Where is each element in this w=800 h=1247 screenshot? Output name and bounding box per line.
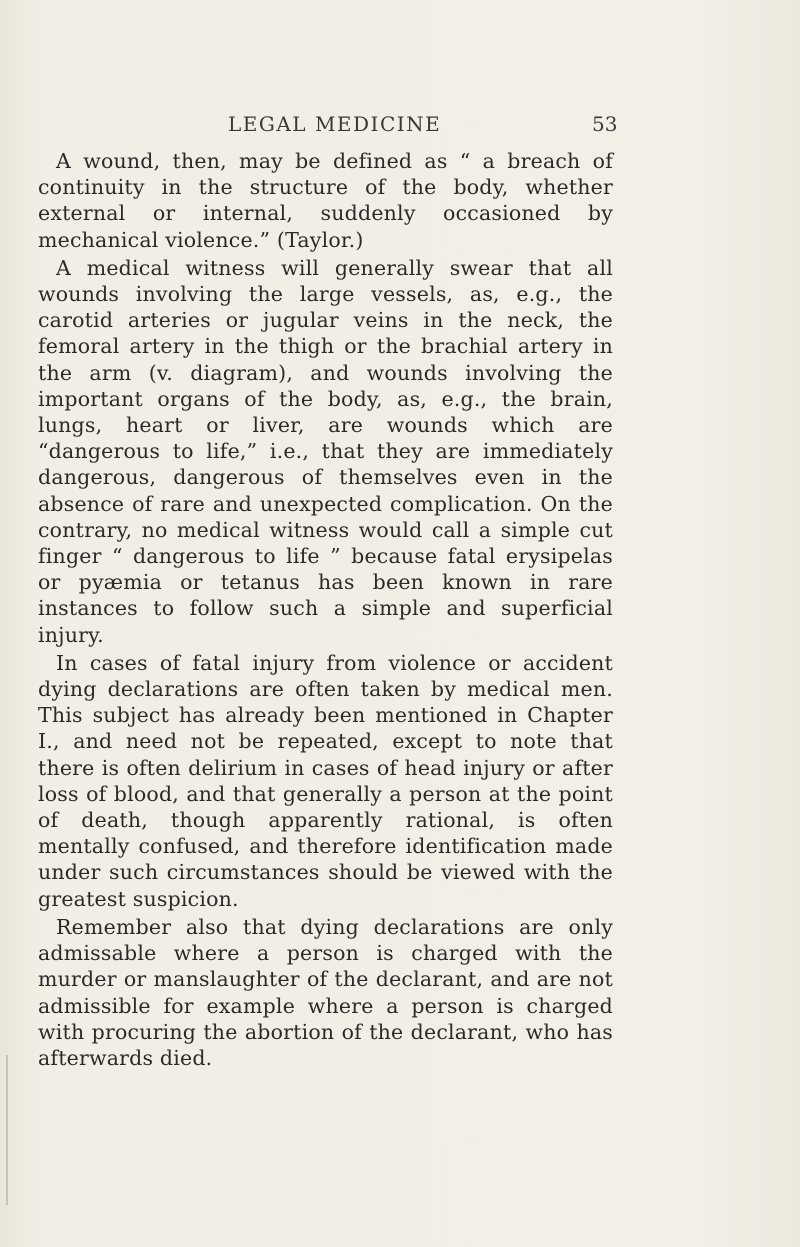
running-head — [0, 112, 800, 142]
paragraph-dangerous-wounds: A medical witness will generally swear that all wounds involving the large vessels, as, e.g., the carotid arteries or jugular veins in the neck, the femoral artery in the thigh or the brachial artery in the arm (v. diagram), and wounds involving the important organs of the body, as, e.g., the brain, lungs, heart or liver, are wounds which are “dangerous to life,” i.e., that they are immediately dangerous, dangerous of themselves even in the absence of rare and unexpected complication. On the contrary, no medical witness would call a simple cut finger “ dangerous to life ” because fatal erysipelas or pyæmia or tetanus has been known in rare instances to follow such a simple and superficial injury. — [38, 255, 613, 647]
paragraph-dying-declarations: In cases of fatal injury from violence or accident dying declarations are often taken by medical men. This subject has already been mentioned in Chapter I., and need not be repeated, except to note that there is often delirium in cases of head injury or after loss of blood, and that generally a person at the point of death, though apparently rational, is often mentally confused, and therefore identification made under such circumstances should be viewed with the greatest suspicion. — [38, 650, 613, 911]
paragraph-wound-definition: A wound, then, may be defined as “ a breach of continuity in the structure of the body, whether external or internal, suddenly occasioned by mechanical violence.” (Taylor.) — [38, 149, 613, 252]
gutter-shadow — [6, 1055, 8, 1205]
running-title: LEGAL MEDICINE — [228, 112, 442, 136]
page-number: 53 — [592, 112, 618, 136]
paragraph-admissibility: Remember also that dying declarations are only admissable where a person is charged with the murder or manslaughter of the declarant, and are not admissible for example where a person is charged with procuring the abortion of the declarant, who has afterwards died. — [38, 914, 613, 1070]
body-text — [38, 148, 613, 1071]
